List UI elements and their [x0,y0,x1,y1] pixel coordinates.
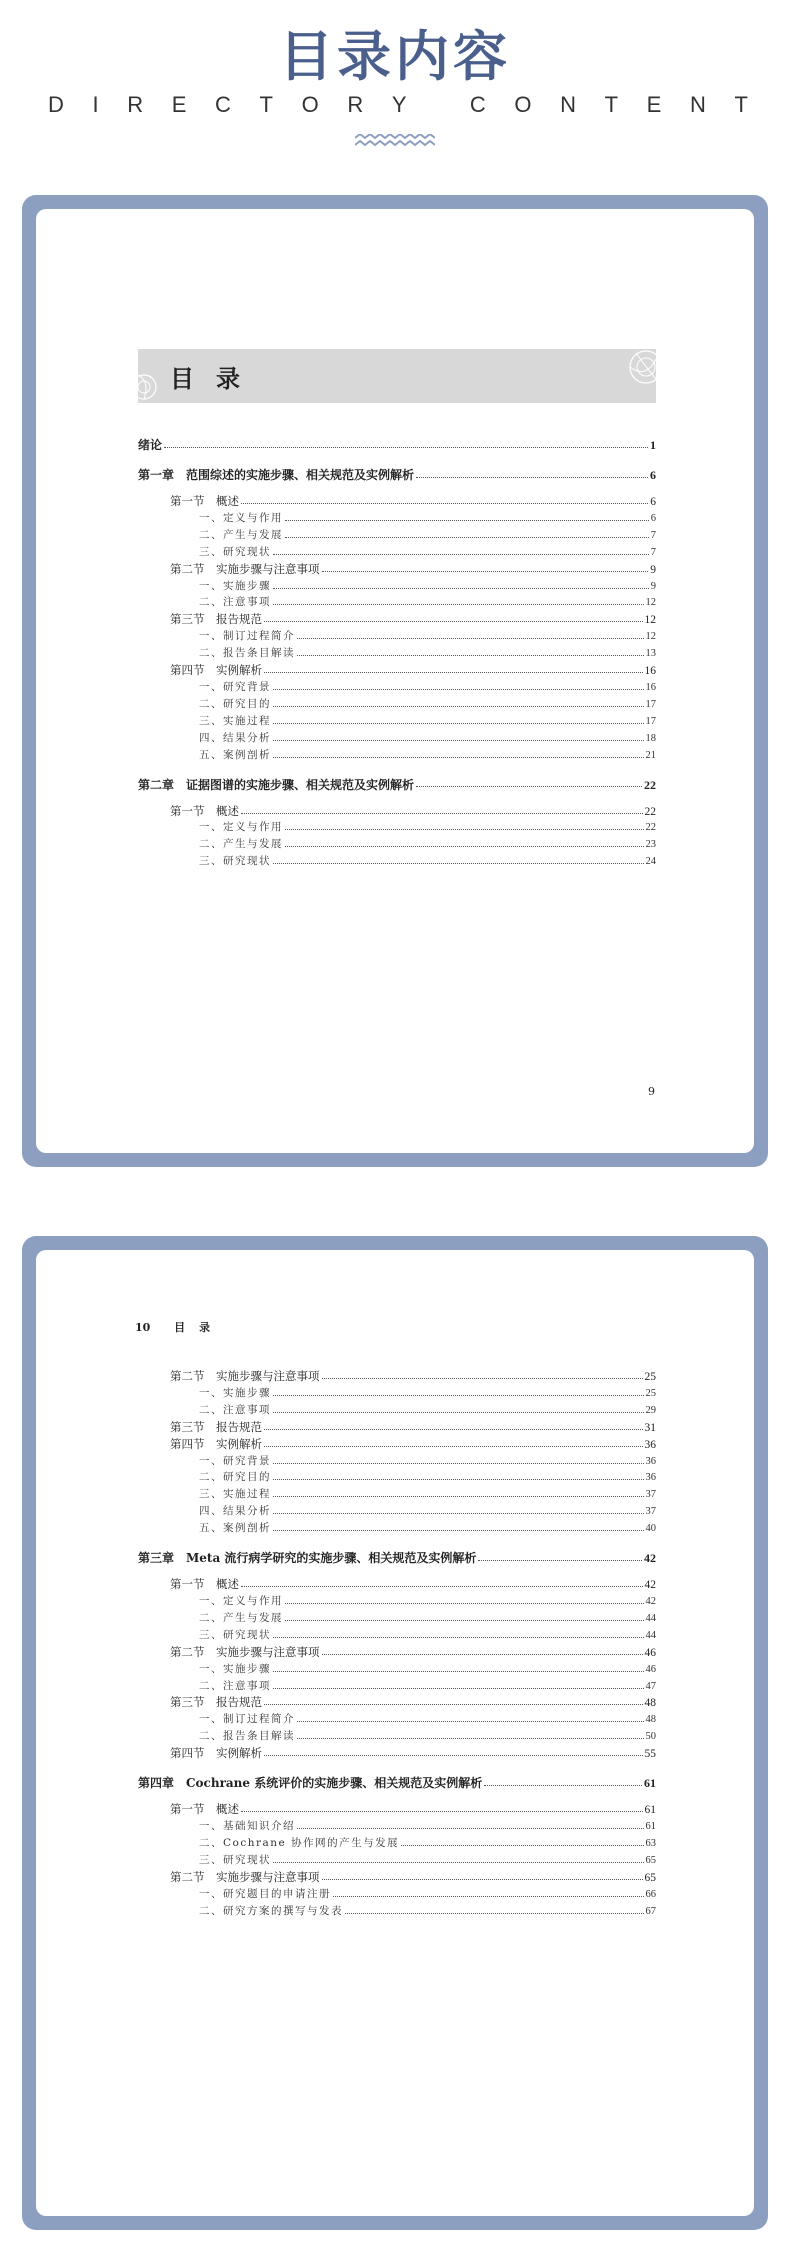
toc-entry-page: 61 [644,1776,656,1791]
toc-entry-page: 48 [645,1714,656,1726]
subtitle-letter: N [560,92,576,117]
leader-dots [264,1429,643,1430]
toc-entry-label: 第一节 概述 [170,803,239,818]
toc-subsection-entry [138,1662,656,1677]
leader-dots [273,706,644,707]
toc-subsection-entry [138,854,656,869]
toc-entry-page: 22 [644,805,656,818]
toc-entry-label: 三、研究现状 [199,1853,271,1866]
page-number: 9 [648,1085,655,1098]
toc-entry-page: 7 [650,546,656,558]
toc-entry-label: 五、案例剖析 [199,748,271,761]
toc-section-entry [138,1746,656,1761]
toc-entry-page: 42 [644,1579,656,1592]
toc-entry-label: 二、报告条目解读 [199,1730,295,1743]
toc-subsection-entry [138,511,656,526]
toc-entry-label: 二、产生与发展 [199,838,283,851]
toc-entry-label: 第三节 报告规范 [170,1695,262,1710]
toc-entry-page: 65 [644,1871,656,1884]
toc-entry-label: 第二节 实施步骤与注意事项 [170,1369,320,1383]
toc-chapter-entry [138,1776,656,1790]
toc-entry-page: 67 [645,1905,656,1917]
leader-dots [273,1513,644,1514]
toc-entry-label: 第二节 实施步骤与注意事项 [170,1869,320,1884]
toc-entry-page: 37 [645,1489,656,1501]
toc-entry-page: 46 [645,1663,656,1675]
toc-entry-page: 12 [645,597,656,609]
toc-entry-label: 第一章 范围综述的实施步骤、相关规范及实例解析 [138,468,415,482]
toc-subsection-entry [138,748,656,763]
toc-entry-label: 二、注意事项 [199,1403,271,1416]
toc-entry-label: 二、研究方案的撰写与发表 [199,1904,343,1917]
leader-dots [273,604,644,605]
subtitle-letter: E [171,92,187,117]
toc-entry-page: 36 [645,1472,656,1484]
toc-subsection-entry [138,1504,656,1519]
leader-dots [322,1879,643,1880]
toc-subsection-entry [138,731,656,746]
toc-entry-page: 36 [644,1438,656,1451]
toc-entry-page: 7 [650,529,656,541]
toc-entry-label: 四、结果分析 [199,731,271,744]
toc-entry-label: 一、定义与作用 [199,821,283,834]
toc-subsection-entry [138,1628,656,1643]
toc-subsection-entry [138,1521,656,1536]
toc-subsection-entry [138,1454,656,1469]
toc-section-entry [138,562,656,577]
toc-section-entry [138,612,656,627]
toc-subsection-entry [138,820,656,835]
toc-subsection-entry [138,680,656,695]
toc-entry-label: 第三节 报告规范 [170,1419,262,1434]
subtitle-letter: T [734,92,748,117]
leader-dots [333,1896,644,1897]
toc-entry-label: 第二章 证据图谱的实施步骤、相关规范及实例解析 [138,777,415,792]
toc-subsection-entry [138,1594,656,1609]
leader-dots [273,1688,644,1689]
toc-entry-label: 二、报告条目解读 [199,647,295,660]
leader-dots [273,1637,644,1638]
subtitle-letter: R [347,92,364,117]
toc-entry-page: 42 [644,1551,656,1566]
toc-subsection-entry [138,646,656,661]
toc-entry-label: 二、研究目的 [199,697,271,710]
toc-entry-page: 61 [644,1804,656,1817]
toc-entry-page: 24 [645,856,656,868]
leader-dots [273,1412,644,1413]
toc-section-entry [138,494,656,509]
subtitle-letter: C [215,92,231,117]
toc-entry-label: 第三节 报告规范 [170,612,262,627]
leader-dots [273,1496,644,1497]
toc-section-entry [138,1369,656,1384]
leader-dots [273,1479,644,1480]
toc-subsection-entry [138,714,656,729]
toc-entry-label: 一、实施步骤 [199,1662,271,1675]
leader-dots [285,537,649,538]
toc-entry-page: 18 [645,732,656,744]
leader-dots [285,846,644,847]
toc-page-1 [36,209,754,1153]
subtitle-letter: R [127,92,144,117]
toc-subsection-entry [138,1712,656,1727]
toc-section-entry [138,1870,656,1885]
toc-entry-label: 四、结果分析 [199,1505,271,1518]
toc-subsection-entry [138,697,656,712]
toc-entry-page: 21 [645,749,656,761]
leader-dots [241,813,643,814]
toc-section-entry [138,1437,656,1452]
toc-section-entry [138,663,656,678]
toc-entry-page: 6 [650,468,656,482]
toc-entry-page: 6 [650,496,656,508]
toc-entry-page: 44 [645,1612,656,1624]
toc-section-entry [138,1695,656,1710]
toc-subsection-entry [138,1887,656,1902]
leader-dots [322,1378,643,1379]
leader-dots [345,1913,644,1914]
toc-entry-page: 42 [645,1596,656,1607]
toc-entry-page: 16 [644,665,656,677]
toc-entry-page: 29 [645,1404,656,1416]
subtitle-letter: Y [391,92,407,117]
toc-entry-label: 第四节 实例解析 [170,1746,262,1761]
subtitle-letter: O [514,92,532,117]
toc-chapter-entry [138,468,656,482]
toc-entry-label: 第四章 Cochrane 系统评价的实施步骤、相关规范及实例解析 [138,1776,483,1791]
toc-entry-page: 44 [645,1629,656,1641]
toc-entry-label: 一、实施步骤 [199,579,271,592]
leader-dots [322,571,649,572]
toc-subsection-entry [138,1386,656,1401]
leader-dots [273,1395,644,1396]
leader-dots [416,477,648,478]
subtitle-letter: N [689,92,706,117]
header-title: 目录内容 [279,25,511,88]
toc-entry-label: 三、研究现状 [199,545,271,558]
toc-section-entry [138,1420,656,1435]
toc-entry-page: 17 [645,698,656,710]
subtitle-letter: I [92,92,99,117]
running-head-title: 目录 [174,1321,225,1334]
subtitle-letter: T [604,92,619,117]
toc-entry-label: 五、案例剖析 [199,1522,271,1535]
leader-dots [241,1811,643,1812]
toc-list-page-1 [138,209,656,1109]
leader-dots [478,1560,642,1561]
toc-subsection-entry [138,528,656,543]
leader-dots [297,655,644,656]
toc-entry-page: 6 [650,512,656,524]
leader-dots [416,786,642,787]
toc-list-page-2 [138,1250,656,2190]
toc-page-1-frame [22,195,768,1167]
toc-entry-page: 12 [644,614,656,627]
leader-dots [285,1603,644,1604]
toc-entry-page: 12 [645,631,656,643]
leader-dots [273,723,644,724]
toc-entry-page: 1 [650,438,656,452]
toc-subsection-entry [138,1836,656,1851]
toc-entry-label: 二、产生与发展 [199,528,283,541]
toc-entry-label: 一、研究题目的申请注册 [199,1887,331,1900]
toc-entry-page: 47 [645,1680,656,1692]
toc-subsection-entry [138,1403,656,1418]
leader-dots [322,1654,643,1655]
toc-subsection-entry [138,1679,656,1694]
toc-banner-title: 目录 [170,364,262,393]
toc-chapter-entry [138,1551,656,1565]
toc-entry-page: 13 [645,648,656,660]
leader-dots [285,829,644,830]
toc-entry-page: 36 [645,1455,656,1467]
toc-entry-page: 22 [645,822,656,834]
toc-entry-page: 22 [644,777,656,792]
toc-entry-label: 三、研究现状 [199,1628,271,1641]
toc-entry-label: 第一节 概述 [170,1802,239,1817]
leader-dots [297,1828,644,1829]
toc-entry-page: 46 [644,1646,656,1659]
toc-page-2-frame [22,1236,768,2230]
toc-chapter-entry [138,778,656,792]
toc-entry-label: 二、注意事项 [199,596,271,609]
toc-section-entry [138,1645,656,1660]
toc-subsection-entry [138,545,656,560]
toc-entry-label: 一、定义与作用 [199,1595,283,1607]
toc-section-entry [138,1577,656,1592]
toc-entry-page: 25 [645,1387,656,1399]
toc-entry-page: 55 [644,1748,656,1761]
toc-entry-label: 一、基础知识介绍 [199,1820,295,1832]
toc-page-2 [36,1250,754,2216]
toc-subsection-entry [138,1470,656,1485]
toc-entry-label: 三、研究现状 [199,855,271,868]
toc-chapter-entry [138,438,656,452]
toc-entry-label: 二、注意事项 [199,1679,271,1692]
leader-dots [297,1721,644,1722]
toc-entry-label: 一、实施步骤 [199,1386,271,1399]
toc-entry-label: 一、定义与作用 [199,511,283,524]
toc-entry-page: 31 [644,1421,656,1434]
leader-dots [273,689,644,690]
toc-entry-page: 65 [645,1854,656,1866]
leader-dots [273,1671,644,1672]
toc-entry-label: 二、Cochrane 协作网的产生与发展 [199,1836,400,1849]
leader-dots [273,740,644,741]
toc-entry-label: 三、实施过程 [199,1488,271,1501]
leader-dots [297,1738,644,1739]
leader-dots [273,588,649,589]
running-head-number: 10 [135,1321,151,1334]
leader-dots [264,1446,643,1447]
leader-dots [264,621,643,622]
toc-subsection-entry [138,595,656,610]
toc-entry-page: 40 [645,1523,656,1535]
toc-entry-label: 第一节 概述 [170,494,239,508]
header-subtitle [48,92,748,118]
toc-entry-page: 50 [645,1731,656,1743]
subtitle-letter: C [469,92,486,117]
toc-entry-label: 第一节 概述 [170,1577,239,1592]
toc-subsection-entry [138,1819,656,1834]
leader-dots [241,503,648,504]
toc-entry-page: 61 [645,1821,656,1832]
toc-entry-label: 一、制订过程简介 [199,630,295,643]
leader-dots [164,447,648,448]
subtitle-letter: E [646,92,662,117]
wave-ornament-icon [355,134,435,148]
toc-entry-page: 37 [645,1506,656,1518]
toc-entry-page: 48 [644,1697,656,1710]
leader-dots [264,1704,643,1705]
toc-entry-label: 一、制订过程简介 [199,1713,295,1726]
toc-subsection-entry [138,1904,656,1919]
leader-dots [297,638,644,639]
toc-entry-page: 25 [644,1371,656,1383]
toc-entry-page: 17 [645,715,656,727]
toc-subsection-entry [138,629,656,644]
toc-section-entry [138,1802,656,1817]
toc-entry-label: 一、研究背景 [199,1454,271,1467]
toc-entry-label: 二、产生与发展 [199,1611,283,1624]
subtitle-letter: D [48,92,64,117]
leader-dots [285,520,649,521]
toc-subsection-entry [138,1853,656,1868]
toc-entry-label: 第四节 实例解析 [170,1436,262,1451]
leader-dots [241,1586,643,1587]
leader-dots [285,1620,644,1621]
toc-subsection-entry [138,579,656,594]
toc-subsection-entry [138,1487,656,1502]
leader-dots [264,1755,643,1756]
leader-dots [264,672,643,673]
toc-entry-label: 第四节 实例解析 [170,663,262,677]
leader-dots [273,757,644,758]
toc-entry-label: 一、研究背景 [199,680,271,693]
toc-entry-page: 66 [645,1888,656,1900]
toc-entry-page: 63 [645,1837,656,1849]
subtitle-letter [435,92,441,118]
toc-entry-label: 第二节 实施步骤与注意事项 [170,561,320,576]
leader-dots [273,863,644,864]
toc-entry-label: 第二节 实施步骤与注意事项 [170,1644,320,1659]
leader-dots [273,1463,644,1464]
leader-dots [401,1845,643,1846]
toc-entry-page: 16 [645,681,656,693]
leader-dots [273,1530,644,1531]
leader-dots [484,1785,642,1786]
toc-entry-label: 二、研究目的 [199,1471,271,1484]
toc-section-entry [138,804,656,819]
toc-subsection-entry [138,1729,656,1744]
toc-entry-label: 绪论 [138,438,163,452]
toc-subsection-entry [138,837,656,852]
leader-dots [273,1862,644,1863]
toc-entry-page: 9 [650,563,656,576]
toc-entry-label: 三、实施过程 [199,714,271,727]
subtitle-letter: O [301,92,319,117]
toc-subsection-entry [138,1611,656,1626]
toc-entry-page: 9 [650,580,656,592]
toc-entry-label: 第三章 Meta 流行病学研究的实施步骤、相关规范及实例解析 [138,1551,477,1566]
toc-entry-page: 23 [645,839,656,851]
subtitle-letter: T [259,92,273,117]
leader-dots [273,554,649,555]
